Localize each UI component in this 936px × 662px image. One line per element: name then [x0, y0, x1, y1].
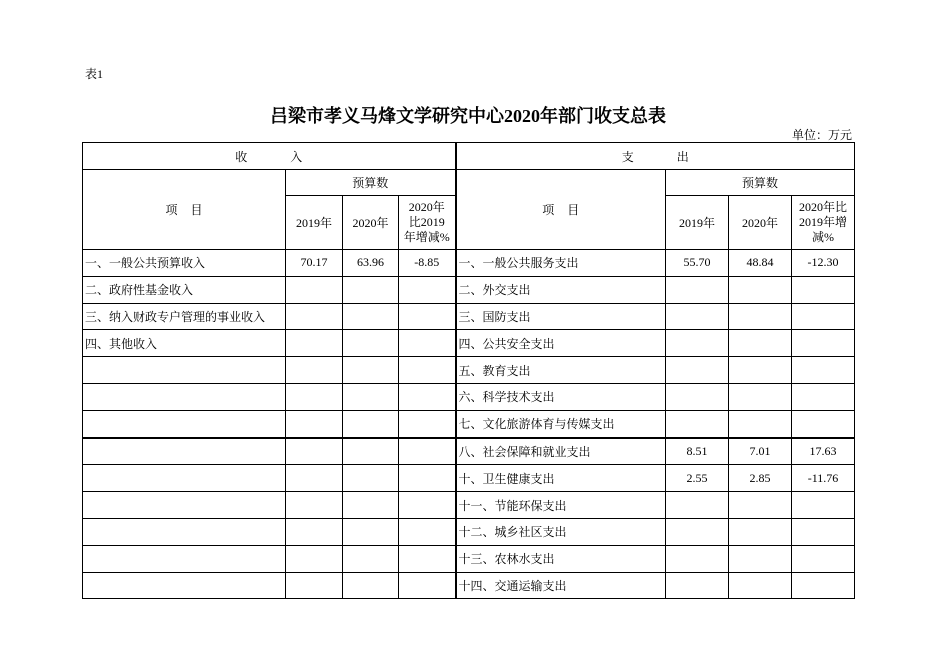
- income-2020-cell: [343, 438, 399, 465]
- expense-change-cell: [792, 518, 855, 545]
- expense-2020-cell: [729, 276, 792, 303]
- page-title: 吕梁市孝义马烽文学研究中心2020年部门收支总表: [270, 106, 666, 126]
- income-2019-cell: [286, 572, 343, 599]
- expense-2019-cell: 2.55: [666, 465, 729, 492]
- income-item-cell: 二、政府性基金收入: [83, 276, 286, 303]
- income-2020-cell: [343, 357, 399, 384]
- expense-2019-cell: 8.51: [666, 438, 729, 465]
- income-2020-cell: [343, 518, 399, 545]
- expense-2019-cell: [666, 303, 729, 330]
- expense-change-cell: 17.63: [792, 438, 855, 465]
- expense-change-header-line: 2020年比: [799, 200, 848, 214]
- expense-2019-cell: [666, 492, 729, 519]
- income-change-cell: [399, 518, 456, 545]
- income-item-cell: 四、其他收入: [83, 330, 286, 357]
- table-row: [83, 357, 855, 384]
- table-row: [83, 410, 855, 437]
- expense-change-cell: [792, 410, 855, 437]
- expense-item-cell: 十三、农林水支出: [456, 545, 666, 572]
- expense-item-cell: 十一、节能环保支出: [456, 492, 666, 519]
- income-2020-cell: [343, 276, 399, 303]
- expense-item-cell: 七、文化旅游体育与传媒支出: [456, 410, 666, 437]
- expense-section-header: 支 出: [456, 143, 855, 170]
- expense-change-header-line: 减%: [812, 230, 835, 244]
- income-2019-cell: [286, 518, 343, 545]
- table-row: [83, 330, 855, 357]
- expense-item-cell: 一、一般公共服务支出: [456, 250, 666, 277]
- expense-item-cell: 十、卫生健康支出: [456, 465, 666, 492]
- income-change-header-line: 2020年: [408, 200, 445, 214]
- income-2020-cell: [343, 410, 399, 437]
- income-2019-cell: [286, 330, 343, 357]
- income-item-cell: [83, 518, 286, 545]
- table-body: [83, 250, 855, 599]
- expense-item-cell: 二、外交支出: [456, 276, 666, 303]
- expense-2020-cell: [729, 518, 792, 545]
- expense-2019-cell: [666, 276, 729, 303]
- income-2019-cell: [286, 545, 343, 572]
- header-row-budget: [83, 170, 855, 196]
- income-2020-cell: [343, 572, 399, 599]
- table-row: [83, 545, 855, 572]
- expense-item-cell: 三、国防支出: [456, 303, 666, 330]
- income-change-header-line: 比2019: [408, 215, 445, 229]
- income-change-cell: [399, 492, 456, 519]
- income-2019-cell: [286, 410, 343, 437]
- expense-2019-cell: [666, 357, 729, 384]
- income-change-header: [399, 196, 456, 250]
- expense-2020-cell: [729, 410, 792, 437]
- table-row: [83, 383, 855, 410]
- expense-change-cell: [792, 357, 855, 384]
- income-2019-cell: [286, 492, 343, 519]
- income-2019-cell: [286, 276, 343, 303]
- expense-change-header: [792, 196, 855, 250]
- income-2019-header: 2019年: [286, 196, 343, 250]
- expense-2020-cell: [729, 357, 792, 384]
- income-2020-cell: [343, 330, 399, 357]
- income-change-cell: -8.85: [399, 250, 456, 277]
- expense-2020-header: 2020年: [729, 196, 792, 250]
- table-row: [83, 465, 855, 492]
- expense-item-cell: 十二、城乡社区支出: [456, 518, 666, 545]
- expense-2020-cell: 7.01: [729, 438, 792, 465]
- income-change-header-line: 年增减%: [403, 230, 450, 244]
- expense-budget-header: 预算数: [666, 170, 855, 196]
- income-2019-cell: [286, 438, 343, 465]
- expense-2020-cell: 2.85: [729, 465, 792, 492]
- income-change-cell: [399, 438, 456, 465]
- income-change-cell: [399, 303, 456, 330]
- income-2020-header: 2020年: [343, 196, 399, 250]
- income-2020-cell: [343, 303, 399, 330]
- income-2019-cell: [286, 357, 343, 384]
- expense-2020-cell: [729, 492, 792, 519]
- expense-2019-cell: [666, 383, 729, 410]
- income-2020-cell: [343, 383, 399, 410]
- table-row: [83, 518, 855, 545]
- income-2020-cell: [343, 545, 399, 572]
- table-row: [83, 276, 855, 303]
- expense-2020-cell: [729, 330, 792, 357]
- table-row: [83, 438, 855, 465]
- income-section-header: 收 入: [83, 143, 456, 170]
- income-change-cell: [399, 572, 456, 599]
- header-row-section: [83, 143, 855, 170]
- income-item-cell: [83, 465, 286, 492]
- expense-2019-cell: [666, 410, 729, 437]
- income-2019-cell: [286, 303, 343, 330]
- expense-item-cell: 六、科学技术支出: [456, 383, 666, 410]
- table-label: 表1: [85, 67, 104, 81]
- expense-2019-cell: [666, 545, 729, 572]
- table-row: [83, 303, 855, 330]
- income-item-cell: [83, 410, 286, 437]
- expense-2020-cell: [729, 303, 792, 330]
- expense-2019-header: 2019年: [666, 196, 729, 250]
- unit-label: 单位：万元: [791, 128, 852, 142]
- expense-item-cell: 四、公共安全支出: [456, 330, 666, 357]
- expense-change-cell: [792, 330, 855, 357]
- income-item-cell: [83, 383, 286, 410]
- income-change-cell: [399, 545, 456, 572]
- expense-change-cell: [792, 545, 855, 572]
- income-2020-cell: [343, 492, 399, 519]
- income-change-cell: [399, 383, 456, 410]
- expense-change-cell: -11.76: [792, 465, 855, 492]
- income-item-cell: 三、纳入财政专户管理的事业收入: [83, 303, 286, 330]
- income-2019-cell: [286, 465, 343, 492]
- income-budget-header: 预算数: [286, 170, 456, 196]
- income-item-cell: [83, 438, 286, 465]
- expense-change-cell: -12.30: [792, 250, 855, 277]
- expense-2020-cell: [729, 383, 792, 410]
- expense-change-cell: [792, 572, 855, 599]
- expense-change-header-line: 2019年增: [799, 215, 848, 229]
- expense-change-cell: [792, 276, 855, 303]
- expense-item-cell: 八、社会保障和就业支出: [456, 438, 666, 465]
- income-change-cell: [399, 465, 456, 492]
- expense-2019-cell: [666, 518, 729, 545]
- expense-change-cell: [792, 303, 855, 330]
- income-item-cell: [83, 492, 286, 519]
- table-row: [83, 492, 855, 519]
- expense-2020-cell: [729, 572, 792, 599]
- expense-2019-cell: 55.70: [666, 250, 729, 277]
- expense-2019-cell: [666, 330, 729, 357]
- expense-change-cell: [792, 383, 855, 410]
- budget-table: [82, 142, 855, 599]
- income-item-cell: [83, 357, 286, 384]
- income-item-header: 项 目: [83, 170, 286, 250]
- income-item-cell: 一、一般公共预算收入: [83, 250, 286, 277]
- income-item-cell: [83, 545, 286, 572]
- table-row: [83, 572, 855, 599]
- income-change-cell: [399, 330, 456, 357]
- income-change-cell: [399, 357, 456, 384]
- expense-2019-cell: [666, 572, 729, 599]
- income-change-cell: [399, 410, 456, 437]
- income-2020-cell: 63.96: [343, 250, 399, 277]
- table-row: [83, 250, 855, 277]
- income-2019-cell: 70.17: [286, 250, 343, 277]
- expense-item-cell: 五、教育支出: [456, 357, 666, 384]
- income-2020-cell: [343, 465, 399, 492]
- expense-item-header: 项 目: [456, 170, 666, 250]
- expense-change-cell: [792, 492, 855, 519]
- income-change-cell: [399, 276, 456, 303]
- expense-item-cell: 十四、交通运输支出: [456, 572, 666, 599]
- income-2019-cell: [286, 383, 343, 410]
- expense-2020-cell: [729, 545, 792, 572]
- expense-2020-cell: 48.84: [729, 250, 792, 277]
- income-item-cell: [83, 572, 286, 599]
